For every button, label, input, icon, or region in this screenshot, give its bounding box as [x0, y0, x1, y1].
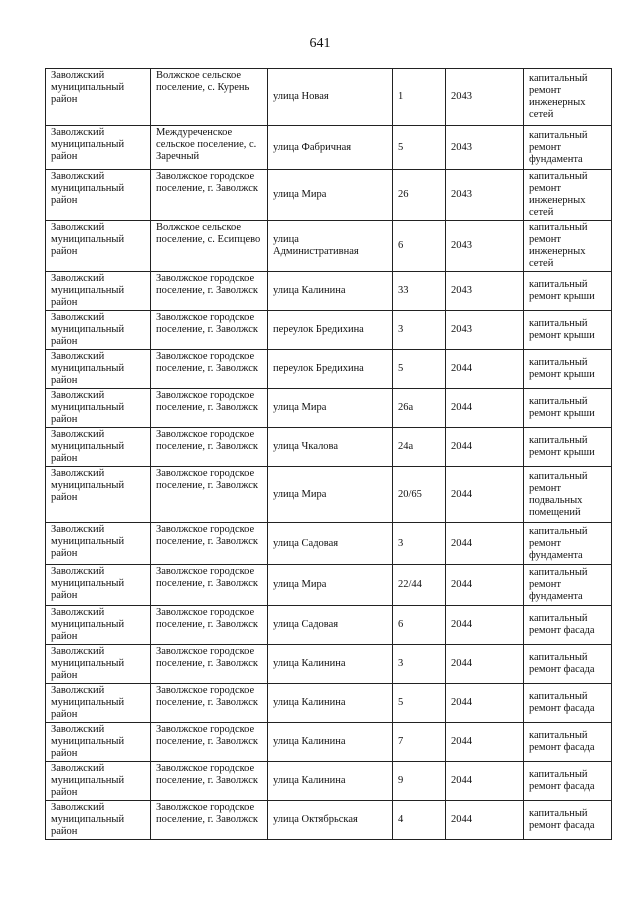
street-cell: улица Садовая: [268, 523, 393, 565]
house-number-cell: 33: [393, 272, 446, 311]
street-cell: улица Мира: [268, 467, 393, 523]
work-type-cell: капитальный ремонт крыши: [524, 272, 612, 311]
year-cell: 2044: [446, 467, 524, 523]
district-cell: Заволжский муниципальный район: [46, 565, 151, 606]
year-cell: 2043: [446, 170, 524, 221]
table-row: [46, 645, 612, 684]
year-cell: 2044: [446, 389, 524, 428]
settlement-cell: Заволжское городское поселение, г. Заволжск: [151, 428, 268, 467]
table-body: [46, 69, 612, 840]
settlement-cell: Заволжское городское поселение, г. Заволжск: [151, 606, 268, 645]
year-cell: 2043: [446, 69, 524, 126]
settlement-cell: Заволжское городское поселение, г. Заволжск: [151, 565, 268, 606]
district-cell: Заволжский муниципальный район: [46, 801, 151, 840]
settlement-cell: Заволжское городское поселение, г. Заволжск: [151, 523, 268, 565]
house-number-cell: 22/44: [393, 565, 446, 606]
street-cell: переулок Бредихина: [268, 311, 393, 350]
table-row: [46, 684, 612, 723]
street-cell: улица Административная: [268, 221, 393, 272]
settlement-cell: Заволжское городское поселение, г. Заволжск: [151, 645, 268, 684]
table-row: [46, 467, 612, 523]
district-cell: Заволжский муниципальный район: [46, 645, 151, 684]
work-type-cell: капитальный ремонт фасада: [524, 762, 612, 801]
house-number-cell: 5: [393, 126, 446, 170]
settlement-cell: Волжское сельское поселение, с. Есипцево: [151, 221, 268, 272]
district-cell: Заволжский муниципальный район: [46, 221, 151, 272]
repair-schedule-table: [45, 68, 612, 840]
district-cell: Заволжский муниципальный район: [46, 126, 151, 170]
table-row: [46, 170, 612, 221]
district-cell: Заволжский муниципальный район: [46, 606, 151, 645]
table-row: [46, 350, 612, 389]
street-cell: улица Мира: [268, 565, 393, 606]
table-row: [46, 801, 612, 840]
settlement-cell: Заволжское городское поселение, г. Заволжск: [151, 311, 268, 350]
house-number-cell: 6: [393, 221, 446, 272]
table-row: [46, 272, 612, 311]
settlement-cell: Заволжское городское поселение, г. Заволжск: [151, 389, 268, 428]
settlement-cell: Заволжское городское поселение, г. Заволжск: [151, 684, 268, 723]
settlement-cell: Междуреченское сельское поселение, с. Заречный: [151, 126, 268, 170]
settlement-cell: Волжское сельское поселение, с. Курень: [151, 69, 268, 126]
year-cell: 2043: [446, 221, 524, 272]
street-cell: улица Мира: [268, 170, 393, 221]
street-cell: улица Калинина: [268, 645, 393, 684]
year-cell: 2044: [446, 523, 524, 565]
table-row: [46, 565, 612, 606]
street-cell: улица Новая: [268, 69, 393, 126]
district-cell: Заволжский муниципальный район: [46, 467, 151, 523]
settlement-cell: Заволжское городское поселение, г. Заволжск: [151, 762, 268, 801]
table-row: [46, 311, 612, 350]
street-cell: улица Октябрьская: [268, 801, 393, 840]
year-cell: 2043: [446, 126, 524, 170]
house-number-cell: 20/65: [393, 467, 446, 523]
year-cell: 2044: [446, 606, 524, 645]
settlement-cell: Заволжское городское поселение, г. Заволжск: [151, 350, 268, 389]
house-number-cell: 9: [393, 762, 446, 801]
house-number-cell: 1: [393, 69, 446, 126]
street-cell: улица Садовая: [268, 606, 393, 645]
work-type-cell: капитальный ремонт фундамента: [524, 126, 612, 170]
district-cell: Заволжский муниципальный район: [46, 523, 151, 565]
street-cell: улица Калинина: [268, 723, 393, 762]
year-cell: 2044: [446, 350, 524, 389]
house-number-cell: 7: [393, 723, 446, 762]
house-number-cell: 24а: [393, 428, 446, 467]
settlement-cell: Заволжское городское поселение, г. Заволжск: [151, 801, 268, 840]
work-type-cell: капитальный ремонт крыши: [524, 428, 612, 467]
work-type-cell: капитальный ремонт фасада: [524, 684, 612, 723]
street-cell: улица Калинина: [268, 762, 393, 801]
house-number-cell: 3: [393, 645, 446, 684]
year-cell: 2044: [446, 645, 524, 684]
year-cell: 2044: [446, 723, 524, 762]
work-type-cell: капитальный ремонт инженерных сетей: [524, 170, 612, 221]
street-cell: улица Калинина: [268, 272, 393, 311]
district-cell: Заволжский муниципальный район: [46, 684, 151, 723]
work-type-cell: капитальный ремонт фундамента: [524, 523, 612, 565]
house-number-cell: 4: [393, 801, 446, 840]
settlement-cell: Заволжское городское поселение, г. Заволжск: [151, 723, 268, 762]
year-cell: 2044: [446, 428, 524, 467]
settlement-cell: Заволжское городское поселение, г. Заволжск: [151, 170, 268, 221]
district-cell: Заволжский муниципальный район: [46, 311, 151, 350]
street-cell: улица Чкалова: [268, 428, 393, 467]
district-cell: Заволжский муниципальный район: [46, 762, 151, 801]
district-cell: Заволжский муниципальный район: [46, 272, 151, 311]
year-cell: 2044: [446, 762, 524, 801]
street-cell: переулок Бредихина: [268, 350, 393, 389]
work-type-cell: капитальный ремонт подвальных помещений: [524, 467, 612, 523]
house-number-cell: 5: [393, 684, 446, 723]
house-number-cell: 26: [393, 170, 446, 221]
table-row: [46, 523, 612, 565]
work-type-cell: капитальный ремонт инженерных сетей: [524, 221, 612, 272]
table-row: [46, 69, 612, 126]
district-cell: Заволжский муниципальный район: [46, 170, 151, 221]
district-cell: Заволжский муниципальный район: [46, 350, 151, 389]
table-row: [46, 723, 612, 762]
work-type-cell: капитальный ремонт крыши: [524, 311, 612, 350]
district-cell: Заволжский муниципальный район: [46, 389, 151, 428]
table-row: [46, 606, 612, 645]
work-type-cell: капитальный ремонт фасада: [524, 801, 612, 840]
work-type-cell: капитальный ремонт крыши: [524, 389, 612, 428]
work-type-cell: капитальный ремонт инженерных сетей: [524, 69, 612, 126]
table-row: [46, 762, 612, 801]
work-type-cell: капитальный ремонт фундамента: [524, 565, 612, 606]
work-type-cell: капитальный ремонт фасада: [524, 723, 612, 762]
work-type-cell: капитальный ремонт фасада: [524, 606, 612, 645]
table-row: [46, 428, 612, 467]
street-cell: улица Фабричная: [268, 126, 393, 170]
street-cell: улица Калинина: [268, 684, 393, 723]
year-cell: 2044: [446, 801, 524, 840]
year-cell: 2043: [446, 272, 524, 311]
year-cell: 2044: [446, 565, 524, 606]
year-cell: 2043: [446, 311, 524, 350]
table-row: [46, 126, 612, 170]
district-cell: Заволжский муниципальный район: [46, 723, 151, 762]
year-cell: 2044: [446, 684, 524, 723]
settlement-cell: Заволжское городское поселение, г. Заволжск: [151, 467, 268, 523]
house-number-cell: 3: [393, 523, 446, 565]
district-cell: Заволжский муниципальный район: [46, 428, 151, 467]
settlement-cell: Заволжское городское поселение, г. Заволжск: [151, 272, 268, 311]
house-number-cell: 26а: [393, 389, 446, 428]
district-cell: Заволжский муниципальный район: [46, 69, 151, 126]
work-type-cell: капитальный ремонт фасада: [524, 645, 612, 684]
page-number: 641: [309, 36, 331, 51]
house-number-cell: 3: [393, 311, 446, 350]
house-number-cell: 5: [393, 350, 446, 389]
table-row: [46, 221, 612, 272]
table-row: [46, 389, 612, 428]
street-cell: улица Мира: [268, 389, 393, 428]
house-number-cell: 6: [393, 606, 446, 645]
work-type-cell: капитальный ремонт крыши: [524, 350, 612, 389]
